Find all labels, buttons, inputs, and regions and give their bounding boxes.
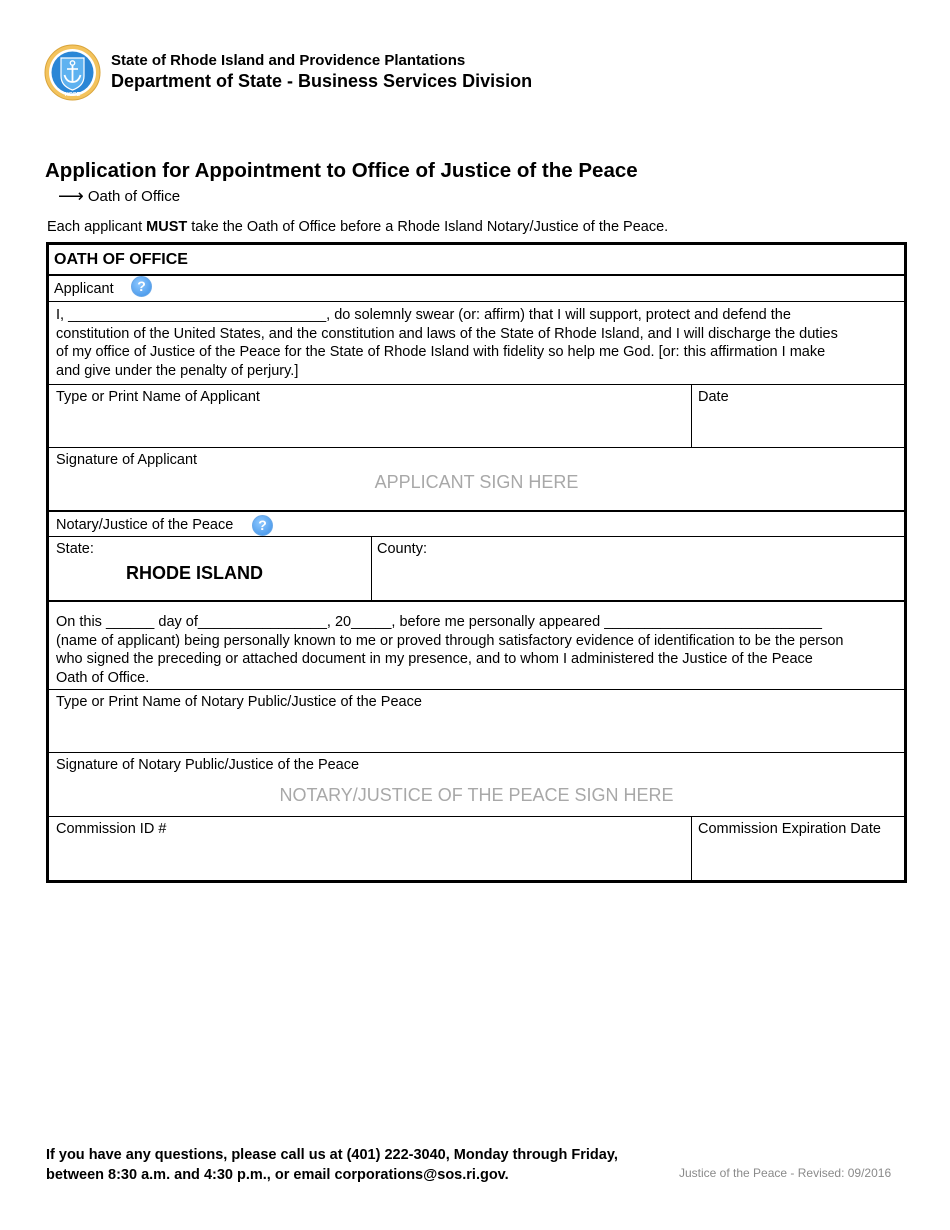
date-field[interactable] bbox=[692, 385, 904, 447]
right-arrow-icon: ⟶ bbox=[58, 186, 84, 206]
oath-paragraph bbox=[56, 306, 896, 380]
ack-line: who signed the preceding or attached document in my presence, and to whom I administered the Justice of the Peace bbox=[56, 651, 813, 668]
oath-line: and give under the penalty of perjury.] bbox=[56, 362, 299, 379]
instruction-pre: Each applicant bbox=[47, 219, 147, 235]
notary-name-label: Type or Print Name of Notary Public/Justice of the Peace bbox=[56, 694, 422, 710]
seal-text: HOPE bbox=[64, 92, 81, 98]
section-title: OATH OF OFFICE bbox=[54, 251, 188, 268]
ri-state-seal-icon bbox=[44, 44, 101, 101]
header-department-name: Department of State - Business Services Division bbox=[111, 71, 533, 91]
divider bbox=[49, 600, 904, 602]
applicant-name-label: Type or Print Name of Applicant bbox=[56, 389, 260, 405]
applicant-label: Applicant bbox=[54, 281, 114, 297]
divider bbox=[49, 301, 904, 302]
oath-line: of my office of Justice of the Peace for the State of Rhode Island with fidelity so help me God. [or: this affirmation I make bbox=[56, 344, 826, 361]
commission-id-field[interactable] bbox=[49, 817, 691, 880]
commission-expiration-field[interactable] bbox=[692, 817, 904, 880]
instruction-post: take the Oath of Office before a Rhode Island Notary/Justice of the Peace. bbox=[187, 219, 669, 235]
notary-name-field[interactable] bbox=[49, 690, 904, 752]
divider bbox=[49, 752, 904, 753]
acknowledgment-paragraph bbox=[56, 613, 896, 687]
instruction-text bbox=[47, 219, 668, 235]
header-state-name: State of Rhode Island and Providence Plantations bbox=[111, 52, 466, 69]
subtitle-text: Oath of Office bbox=[87, 187, 181, 205]
divider bbox=[49, 447, 904, 448]
oath-of-office-form bbox=[46, 242, 907, 883]
commission-expiration-label: Commission Expiration Date bbox=[698, 821, 881, 837]
applicant-signature-label: Signature of Applicant bbox=[56, 452, 198, 468]
revision-note: Justice of the Peace - Revised: 09/2016 bbox=[679, 1166, 892, 1180]
divider bbox=[49, 274, 904, 276]
notary-label: Notary/Justice of the Peace bbox=[56, 517, 234, 533]
help-icon[interactable]: ? bbox=[131, 276, 152, 297]
page-title: Application for Appointment to Office of Justice of the Peace bbox=[45, 159, 638, 182]
commission-id-label: Commission ID # bbox=[56, 821, 167, 837]
help-icon[interactable]: ? bbox=[252, 515, 273, 536]
state-label: State: bbox=[56, 541, 94, 557]
ack-line: On this ______ day of________________, 20_____, before me personally appeared ___________________________ bbox=[56, 614, 822, 630]
notary-sign-here-placeholder[interactable]: NOTARY/JUSTICE OF THE PEACE SIGN HERE bbox=[279, 785, 674, 805]
contact-info bbox=[46, 1146, 618, 1185]
divider bbox=[49, 510, 904, 512]
date-label: Date bbox=[698, 389, 729, 405]
applicant-name-field[interactable] bbox=[49, 385, 691, 447]
subtitle bbox=[58, 187, 180, 205]
county-field[interactable] bbox=[372, 537, 904, 600]
applicant-sign-here-placeholder[interactable]: APPLICANT SIGN HERE bbox=[374, 472, 579, 492]
county-label: County: bbox=[377, 541, 427, 557]
contact-line: between 8:30 a.m. and 4:30 p.m., or email corporations@sos.ri.gov. bbox=[46, 1166, 509, 1183]
instruction-emphasis: MUST bbox=[146, 219, 188, 235]
oath-line: constitution of the United States, and the constitution and laws of the State of Rhode Island, and I will discharge the duties bbox=[56, 325, 838, 342]
oath-line: I, ________________________________, do solemnly swear (or: affirm) that I will support, protect and defend the bbox=[56, 307, 791, 323]
ack-line: (name of applicant) being personally known to me or proved through satisfactory evidence of identification to be the person bbox=[56, 632, 844, 649]
contact-line: If you have any questions, please call us at (401) 222-3040, Monday through Friday, bbox=[46, 1147, 618, 1163]
state-value: RHODE ISLAND bbox=[126, 563, 264, 583]
ack-line: Oath of Office. bbox=[56, 669, 150, 686]
notary-signature-label: Signature of Notary Public/Justice of the Peace bbox=[56, 757, 360, 773]
